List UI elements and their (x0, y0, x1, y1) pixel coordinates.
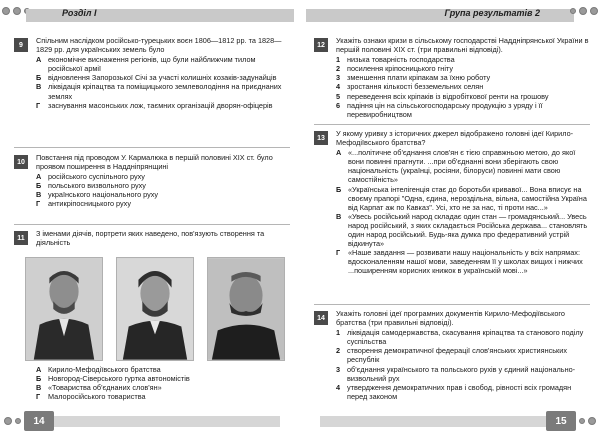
question-12 (314, 36, 590, 119)
question-text: З іменами діячів, портрети яких наведено, пов'язують створення та діяльність (36, 229, 265, 248)
dot-icon (579, 7, 587, 15)
header-dots-right (570, 7, 598, 15)
answer-option[interactable]: 3 зменшення плати кріпакам за їхню роботу (336, 73, 491, 83)
question-10 (14, 153, 290, 209)
portrait-image (25, 257, 103, 361)
answer-option[interactable]: Г заснування масонських лож, таємних організацій дворян-офіцерів (36, 100, 273, 110)
answer-option[interactable]: Б «Українська інтелігенція стає до боротьби кривавої... Вона вписує на своєму прапорі "Одна, єдина, нероздільна, вільна, самостійна Україна від Карпат аж по Кавказ". Усі, хто не за нас, ті проти нас...» (336, 184, 587, 212)
divider (14, 147, 290, 148)
question-14 (314, 309, 590, 401)
answer-option[interactable]: А російського суспільного руху (36, 172, 145, 182)
question-11-options (14, 365, 290, 401)
portrait-man-icon (208, 258, 284, 360)
question-text: Повстання під проводом У. Кармалюка в першій половині ХІХ ст. було проявом поширення в Наддніпрянщині (36, 153, 273, 172)
dot-icon (570, 8, 576, 14)
portrait-image (116, 257, 194, 361)
divider (314, 124, 590, 125)
question-number: 10 (14, 155, 28, 169)
portrait-image (207, 257, 285, 361)
answer-option[interactable]: 2 посилення кріпосницького гніту (336, 64, 454, 74)
answer-option[interactable]: А «...політичне об'єднання слов'ян є тією справжньою метою, до якої вони повинні прагнути. ...при об'єднанні вони зберігають свою національність (українці, росіяни, білоруси) повинні мати свою самостійність» (336, 148, 576, 185)
dot-icon (590, 7, 598, 15)
dot-icon (579, 418, 585, 424)
question-text: Укажіть головні ідеї програмних документів Кирило-Мефодіївського братства (три правильні відповіді). (336, 309, 565, 328)
answer-option[interactable]: Б польського визвольного руху (36, 181, 146, 191)
portraits-row (25, 257, 285, 361)
question-text: Укажіть ознаки кризи в сільському господарстві Наддніпрянської України в першій половині ХІХ ст. (три правильні відповіді). (336, 36, 589, 55)
dot-icon (2, 7, 10, 15)
dot-icon (15, 418, 21, 424)
answer-option[interactable]: В українського національного руху (36, 190, 159, 200)
question-number: 13 (314, 131, 328, 145)
answer-option[interactable]: 4 зростання кількості безземельних селян (336, 82, 484, 92)
question-13 (314, 129, 590, 276)
section-title: Розділ І (62, 8, 97, 18)
right-page (300, 0, 600, 437)
right-footer (300, 409, 600, 433)
question-number: 14 (314, 311, 328, 325)
divider (314, 304, 590, 305)
answer-option[interactable]: 3 об'єднання українського та польського рухів у єдиний національно-визвольний рух (336, 364, 576, 383)
footer-dots (579, 417, 596, 425)
answer-option[interactable]: 2 створення демократичної федерації слов'янських християнських республік (336, 346, 567, 365)
answer-option[interactable]: Б відновлення Запорозької Січі за участі колишніх козаків-задунайців (36, 73, 277, 83)
answer-option[interactable]: А Кирило-Мефодіївського братства (36, 365, 161, 374)
portrait-man-icon (117, 258, 193, 360)
answer-option[interactable]: Г антикріпосницького руху (36, 199, 131, 209)
answer-option[interactable]: В «Товариства об'єднаних слов'ян» (36, 383, 162, 393)
answer-option[interactable]: Г «Наше завдання — розвивати нашу національність у всіх напрямах: вдосконаленням нашої мови, заведенням її у школах вищих і нижчих ...поширенням корисних книжок в українській мові...» (336, 248, 583, 276)
question-number: 12 (314, 38, 328, 52)
left-header (0, 4, 300, 26)
answer-option[interactable]: 5 переведення всіх кріпаків із відробіткової ренти на грошову (336, 91, 549, 101)
answer-option[interactable]: В «Увесь російський народ складає один стан — громадянський... Увесь народ російський, з яких складається Російська держава... становлять один народ російський. Будь-яка думка про федеративний устрій відкинута» (336, 211, 588, 249)
footer-dots (4, 417, 21, 425)
answer-option[interactable]: Б Новгород-Сіверського гуртка автономістів (36, 374, 190, 384)
answer-option[interactable]: 1 низька товарність господарства (336, 55, 455, 65)
dot-icon (4, 417, 12, 425)
question-9 (14, 36, 290, 110)
footer-bar (52, 416, 280, 427)
section-title: Група результатів 2 (444, 8, 540, 18)
question-text: Спільним наслідком російсько-турецьких воєн 1806—1812 рр. та 1828—1829 рр. для українських земель було (36, 36, 282, 55)
answer-option[interactable]: 6 падіння цін на сільськогосподарську продукцію з уряду і її перевиробництвом (336, 100, 543, 119)
page-number: 15 (546, 411, 576, 431)
answer-option[interactable]: В ліквідація кріпацтва та поміщицького землеволодіння на приєднаних землях (36, 82, 282, 101)
answer-option[interactable]: 4 утвердження демократичних прав і свобод, рівності всіх громадян перед законом (336, 382, 572, 401)
question-number: 9 (14, 38, 28, 52)
page-number: 14 (24, 411, 54, 431)
question-text: У якому уривку з історичних джерел відображено головні ідеї Кирило-Мефодіївського братства? (336, 129, 574, 148)
dot-icon (13, 7, 21, 15)
left-footer (0, 409, 300, 433)
footer-bar (320, 416, 548, 427)
portrait-man-icon (26, 258, 102, 360)
answer-option[interactable]: А економічне виснаження регіонів, що були найближчим тилом російської армії (36, 55, 256, 74)
divider (14, 224, 290, 225)
dot-icon (588, 417, 596, 425)
question-11 (14, 229, 290, 248)
question-number: 11 (14, 231, 28, 245)
answer-option[interactable]: 1 ліквідація самодержавства, скасування кріпацтва та станового поділу суспільства (336, 328, 584, 347)
right-header (300, 4, 600, 26)
answer-option[interactable]: Г Малоросійського товариства (36, 392, 146, 402)
